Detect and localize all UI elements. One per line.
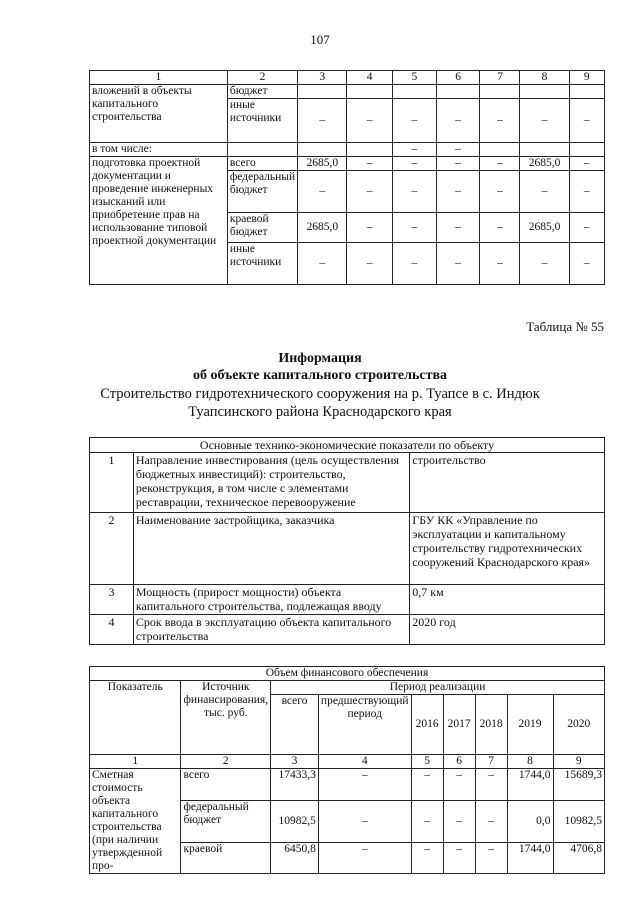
table-label: Таблица № 55	[526, 319, 604, 334]
value-cell: –	[480, 171, 520, 213]
row-number: 1	[90, 453, 134, 513]
value-cell: –	[436, 99, 480, 143]
value-cell: –	[392, 143, 436, 157]
value-cell: –	[392, 243, 436, 285]
value-cell: –	[347, 213, 393, 243]
finance-header: Объем финансового обеспечения	[90, 667, 605, 681]
row-value: ГБУ КК «Управление по эксплуатации и капитальному строительству гидротехнических сооружений Краснодарского края»	[410, 513, 605, 585]
source-cell	[227, 143, 297, 157]
source-cell: иные источники	[227, 99, 297, 143]
source-cell: федеральный бюджет	[227, 171, 297, 213]
value-cell: –	[298, 99, 347, 143]
col-indicator: Показатель	[90, 681, 181, 755]
row-name: Мощность (прирост мощности) объекта капитального строительства, подлежащая вводу	[133, 585, 409, 615]
value-cell: –	[392, 157, 436, 171]
value-cell: –	[520, 243, 569, 285]
value-cell: 2685,0	[520, 213, 569, 243]
indicator-cell: Сметная стоимость объекта капитального строительства (при наличии утвержденной про-	[90, 769, 181, 874]
value-cell: –	[318, 800, 411, 842]
source-cell: краевой бюджет	[227, 213, 297, 243]
col-num: 8	[520, 71, 569, 85]
row-value: 0,7 км	[410, 585, 605, 615]
col-year: 2018	[475, 695, 507, 755]
col-year: 2019	[507, 695, 553, 755]
source-cell: всего	[181, 769, 271, 801]
value-cell: –	[347, 243, 393, 285]
value-cell: –	[436, 157, 480, 171]
value-cell: –	[569, 243, 604, 285]
value-cell: –	[569, 99, 604, 143]
indicator-cell: вложений в объекты капитального строительства	[90, 85, 228, 143]
col-num: 4	[318, 755, 411, 769]
col-num: 7	[480, 71, 520, 85]
value-cell: –	[475, 769, 507, 801]
value-cell: –	[480, 99, 520, 143]
col-num: 6	[443, 755, 475, 769]
title-line-3: Строительство гидротехнического сооружения на р. Туапсе в с. Индюк	[100, 386, 540, 402]
col-prev: предшествующий период	[318, 695, 411, 755]
col-num: 9	[569, 71, 604, 85]
title-line-2: об объекте капитального строительства	[192, 368, 448, 383]
table-row	[90, 85, 605, 99]
source-cell: краевой	[181, 842, 271, 874]
table-row	[90, 513, 605, 585]
header-row	[90, 71, 605, 85]
col-num: 5	[392, 71, 436, 85]
value-cell: –	[480, 213, 520, 243]
source-cell: иные источники	[227, 243, 297, 285]
value-cell: –	[392, 213, 436, 243]
value-cell: 1744,0	[507, 842, 553, 874]
value-cell: –	[436, 243, 480, 285]
title-line-1: Информация	[278, 351, 362, 366]
header-row	[90, 438, 605, 453]
value-cell: 10982,5	[271, 800, 319, 842]
row-name: Срок ввода в эксплуатацию объекта капитального строительства	[133, 615, 409, 645]
table-row	[90, 143, 605, 157]
row-number: 4	[90, 615, 134, 645]
table-row	[90, 585, 605, 615]
col-year: 2017	[443, 695, 475, 755]
finance-table	[89, 666, 605, 874]
table-row	[90, 615, 605, 645]
value-cell: –	[443, 842, 475, 874]
value-cell: 2685,0	[298, 213, 347, 243]
col-num: 2	[181, 755, 271, 769]
value-cell	[569, 85, 604, 99]
value-cell: –	[411, 769, 443, 801]
indicator-cell: подготовка проектной документации и проведение инженерных изысканий или приобретение прав на использование типовой проектной документации	[90, 157, 228, 285]
value-cell: 2685,0	[520, 157, 569, 171]
number-row	[90, 755, 605, 769]
col-num: 1	[90, 71, 228, 85]
value-cell: –	[520, 171, 569, 213]
value-cell	[436, 85, 480, 99]
value-cell: –	[520, 99, 569, 143]
col-num: 3	[271, 755, 319, 769]
value-cell: 2685,0	[298, 157, 347, 171]
indicators-header: Основные технико-экономические показатели по объекту	[90, 438, 605, 453]
value-cell: –	[569, 171, 604, 213]
col-year: 2016	[411, 695, 443, 755]
value-cell: 4706,8	[553, 842, 604, 874]
table-row	[90, 453, 605, 513]
source-cell: бюджет	[227, 85, 297, 99]
value-cell	[298, 85, 347, 99]
value-cell: –	[443, 769, 475, 801]
value-cell: –	[436, 171, 480, 213]
value-cell	[520, 85, 569, 99]
row-name: Направление инвестирования (цель осуществления бюджетных инвестиций): строительство, реконструкция, в том числе с элементами реставрации, техническое перевооружение	[133, 453, 409, 513]
value-cell: 6450,8	[271, 842, 319, 874]
col-period: Период реализации	[271, 681, 605, 695]
row-number: 2	[90, 513, 134, 585]
header-row	[90, 681, 605, 695]
value-cell: –	[436, 213, 480, 243]
value-cell: 15689,3	[553, 769, 604, 801]
col-source: Источник финансирования, тыс. руб.	[181, 681, 271, 755]
value-cell	[347, 143, 393, 157]
value-cell: –	[318, 769, 411, 801]
table-row	[90, 769, 605, 801]
col-num: 3	[298, 71, 347, 85]
value-cell	[392, 85, 436, 99]
value-cell	[520, 143, 569, 157]
value-cell: –	[392, 171, 436, 213]
col-num: 6	[436, 71, 480, 85]
col-num: 2	[227, 71, 297, 85]
col-num: 4	[347, 71, 393, 85]
header-row	[90, 667, 605, 681]
value-cell: –	[347, 99, 393, 143]
col-total: всего	[271, 695, 319, 755]
source-cell: всего	[227, 157, 297, 171]
indicators-table	[89, 437, 605, 645]
col-num: 5	[411, 755, 443, 769]
value-cell	[480, 85, 520, 99]
row-value: строительство	[410, 453, 605, 513]
value-cell: –	[475, 800, 507, 842]
value-cell: –	[411, 800, 443, 842]
value-cell: –	[475, 842, 507, 874]
row-number: 3	[90, 585, 134, 615]
value-cell	[569, 143, 604, 157]
page-number: 107	[310, 32, 330, 47]
value-cell: –	[347, 157, 393, 171]
value-cell	[347, 85, 393, 99]
value-cell: 10982,5	[553, 800, 604, 842]
value-cell: –	[436, 143, 480, 157]
value-cell	[480, 143, 520, 157]
row-name: Наименование застройщика, заказчика	[133, 513, 409, 585]
value-cell: 17433,3	[271, 769, 319, 801]
value-cell: –	[392, 99, 436, 143]
value-cell: –	[569, 157, 604, 171]
value-cell: –	[298, 171, 347, 213]
value-cell: –	[480, 157, 520, 171]
col-num: 1	[90, 755, 181, 769]
table-row	[90, 157, 605, 171]
value-cell: 0,0	[507, 800, 553, 842]
source-cell: федеральный бюджет	[181, 800, 271, 842]
value-cell	[298, 143, 347, 157]
value-cell: –	[480, 243, 520, 285]
value-cell: –	[347, 171, 393, 213]
col-year: 2020	[553, 695, 604, 755]
value-cell: –	[298, 243, 347, 285]
value-cell: –	[318, 842, 411, 874]
value-cell: –	[411, 842, 443, 874]
title-line-4: Туапсинского района Краснодарского края	[188, 404, 452, 420]
value-cell: –	[443, 800, 475, 842]
col-num: 7	[475, 755, 507, 769]
continuation-table	[89, 70, 605, 285]
incl-label: в том числе:	[90, 143, 228, 157]
col-num: 8	[507, 755, 553, 769]
col-num: 9	[553, 755, 604, 769]
value-cell: 1744,0	[507, 769, 553, 801]
value-cell: –	[569, 213, 604, 243]
row-value: 2020 год	[410, 615, 605, 645]
